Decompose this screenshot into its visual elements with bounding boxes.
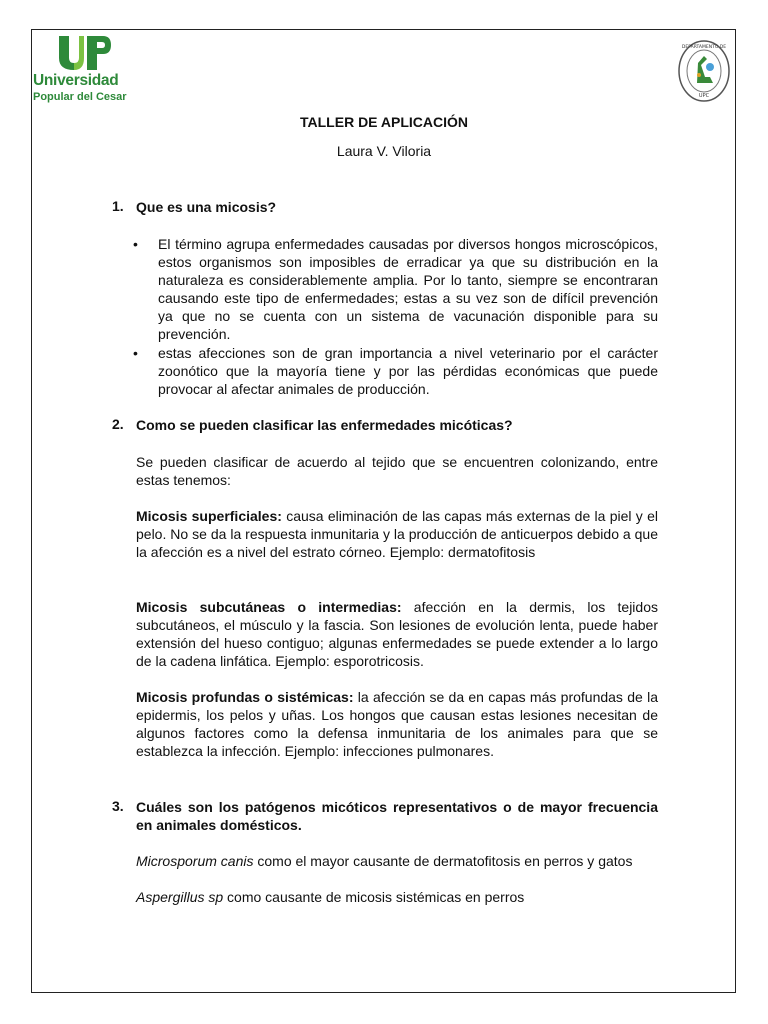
species-aspergillus: Aspergillus sp [136, 889, 224, 905]
q2-number: 2. [112, 416, 124, 432]
q2-item-subcutaneous [136, 598, 658, 670]
q3-number: 3. [112, 798, 124, 814]
department-seal [677, 39, 731, 103]
q1-number: 1. [112, 198, 124, 214]
author-name: Laura V. Viloria [336, 143, 432, 159]
q2-item-systemic [136, 688, 658, 760]
university-logo [33, 32, 137, 102]
svg-text:DEPARTAMENTO DE: DEPARTAMENTO DE [681, 45, 727, 50]
term-systemic: Micosis profundas o sistémicas: [136, 689, 354, 705]
q1-bullet-1: El término agrupa enfermedades causadas por diversos hongos microscópicos, estos organismos son imposibles de erradicar ya que su distribución en la naturaleza es considerablemente amplia. Por lo tanto, siempre se encontraran causando este tipo de enfermedades; estas a su vez son de difícil prevención ya que no se cuenta con un sistema de vacunación disponible para su prevención. [158, 236, 658, 342]
microbiology-seal-icon [677, 39, 731, 103]
bullet-dot: • [133, 236, 138, 252]
bullet-dot: • [133, 345, 138, 361]
desc-microsporum: como el mayor causante de dermatofitosis en perros y gatos [253, 853, 633, 869]
q2-item-superficial [136, 507, 658, 561]
q3-line-aspergillus [136, 888, 658, 906]
q3-question: Cuáles son los patógenos micóticos representativos o de mayor frecuencia en animales domésticos. [136, 799, 658, 833]
logo-line-1: Universidad [33, 72, 119, 89]
q2-question: Como se pueden clasificar las enfermedades micóticas? [136, 417, 513, 433]
desc-subcutaneous: afección en la dermis, los tejidos subcutáneos, el músculo y la fascia. Son lesiones de evolución lenta, puede haber extensión del hueso contiguo; algunas enfermedades se puede extender a lo largo de la cadena linfática. Ejemplo: esporotricosis. [136, 599, 658, 669]
q2-intro: Se pueden clasificar de acuerdo al tejido que se encuentren colonizando, entre estas tenemos: [136, 454, 658, 488]
upc-logo-icon [55, 32, 113, 72]
svg-text:UPC: UPC [698, 93, 710, 99]
logo-line-2: Popular del Cesar [33, 91, 127, 103]
q1-question: Que es una micosis? [136, 199, 277, 215]
desc-superficial: causa eliminación de las capas más externas de la piel y el pelo. No se da la respuesta inmunitaria y la producción de anticuerpos debido a que la afección es a nivel del estrato córneo. Ejemplo: dermatofitosis [136, 508, 658, 560]
species-microsporum: Microsporum canis [136, 853, 254, 869]
q3-line-microsporum [136, 852, 658, 870]
term-subcutaneous: Micosis subcutáneas o intermedias: [136, 599, 402, 615]
q1-bullet-2: estas afecciones son de gran importancia a nivel veterinario por el carácter zoonótico que la mayoría tiene y por las pérdidas económicas que puede provocar al afectar animales de producción. [158, 345, 658, 397]
term-superficial: Micosis superficiales: [136, 508, 282, 524]
desc-aspergillus: como causante de micosis sistémicas en perros [223, 889, 525, 905]
page-title: TALLER DE APLICACIÓN [300, 114, 468, 130]
desc-systemic: la afección se da en capas más profundas de la epidermis, los pelos y uñas. Los hongos que causan estas lesiones necesitan de algunos factores como la defensa inmunitaria de los animales para que se establezca la infección. Ejemplo: infecciones pulmonares. [136, 689, 658, 759]
